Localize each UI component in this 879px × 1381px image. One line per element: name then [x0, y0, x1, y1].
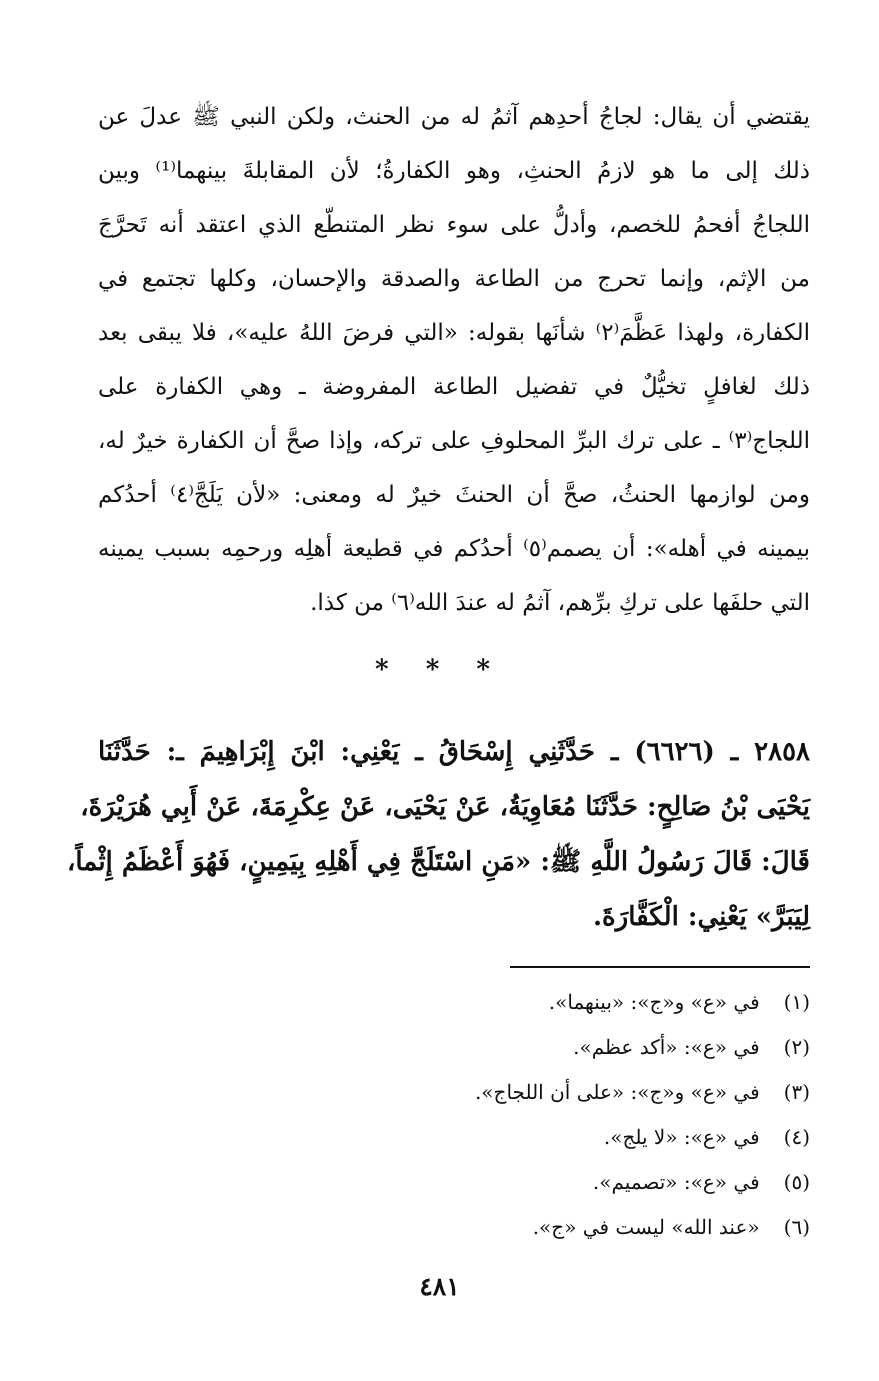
- footnote-number: (١): [783, 990, 810, 1014]
- footnote-number: (٦): [783, 1215, 810, 1239]
- footnote-divider: [510, 966, 810, 968]
- footnote-item: [98, 1070, 810, 1115]
- commentary-line: من الإثم، وإنما تحرج من الطاعة والصدقة والإحسان، وكلها تجتمع في: [98, 266, 810, 292]
- footnote-number: (٥): [783, 1170, 810, 1194]
- page-number: ٤٨١: [419, 1272, 460, 1301]
- footnote-text: «عند الله» ليست في «ج».: [532, 1215, 760, 1239]
- footnote-text: في «ع» و«ج»: «بينهما».: [548, 990, 760, 1014]
- commentary-line: بيمينه في أهله»: أن يصمم⁽٥⁾ أحدُكم في قطيعة أهلِه ورحمِه بسبب يمينه: [98, 536, 810, 562]
- hadith-text: [66, 725, 810, 945]
- footnote-number: (٣): [783, 1080, 810, 1104]
- footnote-item: [98, 1115, 810, 1160]
- hadith-line: لِيَبَرَّ» يَعْنِي: الْكَفَّارَةَ.: [592, 902, 810, 932]
- hadith-line: قَالَ: قَالَ رَسُولُ اللَّهِ ﷺ: «مَنِ اسْتَلَجَّ فِي أَهْلِهِ بِيَمِينٍ، فَهُوَ أَعْظَمُ إِثْماً،: [66, 847, 810, 877]
- footnote-item: [98, 1025, 810, 1070]
- commentary-paragraph: [98, 90, 810, 630]
- footnote-number: (٤): [783, 1125, 810, 1149]
- commentary-line: ذلك لغافلٍ تخيُّلٌ في تفضيل الطاعة المفروضة ـ وهي الكفارة على: [98, 374, 810, 400]
- footnote-item: [98, 1205, 810, 1250]
- commentary-line: التي حلفَها على تركِ برِّهم، آثمُ له عندَ الله⁽٦⁾ من كذا.: [310, 590, 810, 616]
- hadith-line: يَحْيَى بْنُ صَالِحٍ: حَدَّثَنَا مُعَاوِيَةُ، عَنْ يَحْيَى، عَنْ عِكْرِمَةَ، عَنْ أَبِي هُرَيْرَةَ،: [80, 792, 810, 822]
- footnote-text: في «ع» و«ج»: «على أن اللجاج».: [474, 1080, 760, 1104]
- footnote-text: في «ع»: «تصميم».: [592, 1170, 760, 1194]
- footnote-text: في «ع»: «أكد عظم».: [573, 1035, 760, 1059]
- commentary-line: ذلك إلى ما هو لازمُ الحنثِ، وهو الكفارةُ؛ لأن المقابلةَ بينهما⁽¹⁾ وبين: [98, 158, 810, 184]
- commentary-line: الكفارة، ولهذا عَظَّمَ⁽٢⁾ شأنَها بقوله: «التي فرضَ اللهُ عليه»، فلا يبقى بعد: [98, 320, 810, 346]
- commentary-line: ومن لوازمها الحنثُ، صحَّ أن الحنثَ خيرٌ له ومعنى: «لأن يَلَجَّ⁽٤⁾ أحدُكم: [98, 482, 810, 508]
- footnote-item: [98, 1160, 810, 1205]
- commentary-line: يقتضي أن يقال: لجاجُ أحدِهم آثمُ له من الحنث، ولكن النبي ﷺ عدلَ عن: [98, 104, 810, 130]
- section-separator: * * *: [375, 655, 504, 685]
- footnote-number: (٢): [783, 1035, 810, 1059]
- hadith-line: ٢٨٥٨ ـ (٦٦٢٦) ـ حَدَّثَنِي إِسْحَاقُ ـ يَعْنِي: ابْنَ إِبْرَاهِيمَ ـ: حَدَّثَنَا: [98, 737, 810, 767]
- commentary-line: اللجاج⁽٣⁾ ـ على ترك البرِّ المحلوفِ على تركه، وإذا صحَّ أن الكفارة خيرٌ له،: [98, 428, 810, 454]
- footnote-item: [98, 980, 810, 1025]
- footnotes: [98, 980, 810, 1250]
- footnote-text: في «ع»: «لا يلج».: [603, 1125, 760, 1149]
- commentary-line: اللجاجُ أفحمُ للخصم، وأدلُّ على سوء نظر المتنطّع الذي اعتقد أنه تَحرَّجَ: [98, 212, 810, 238]
